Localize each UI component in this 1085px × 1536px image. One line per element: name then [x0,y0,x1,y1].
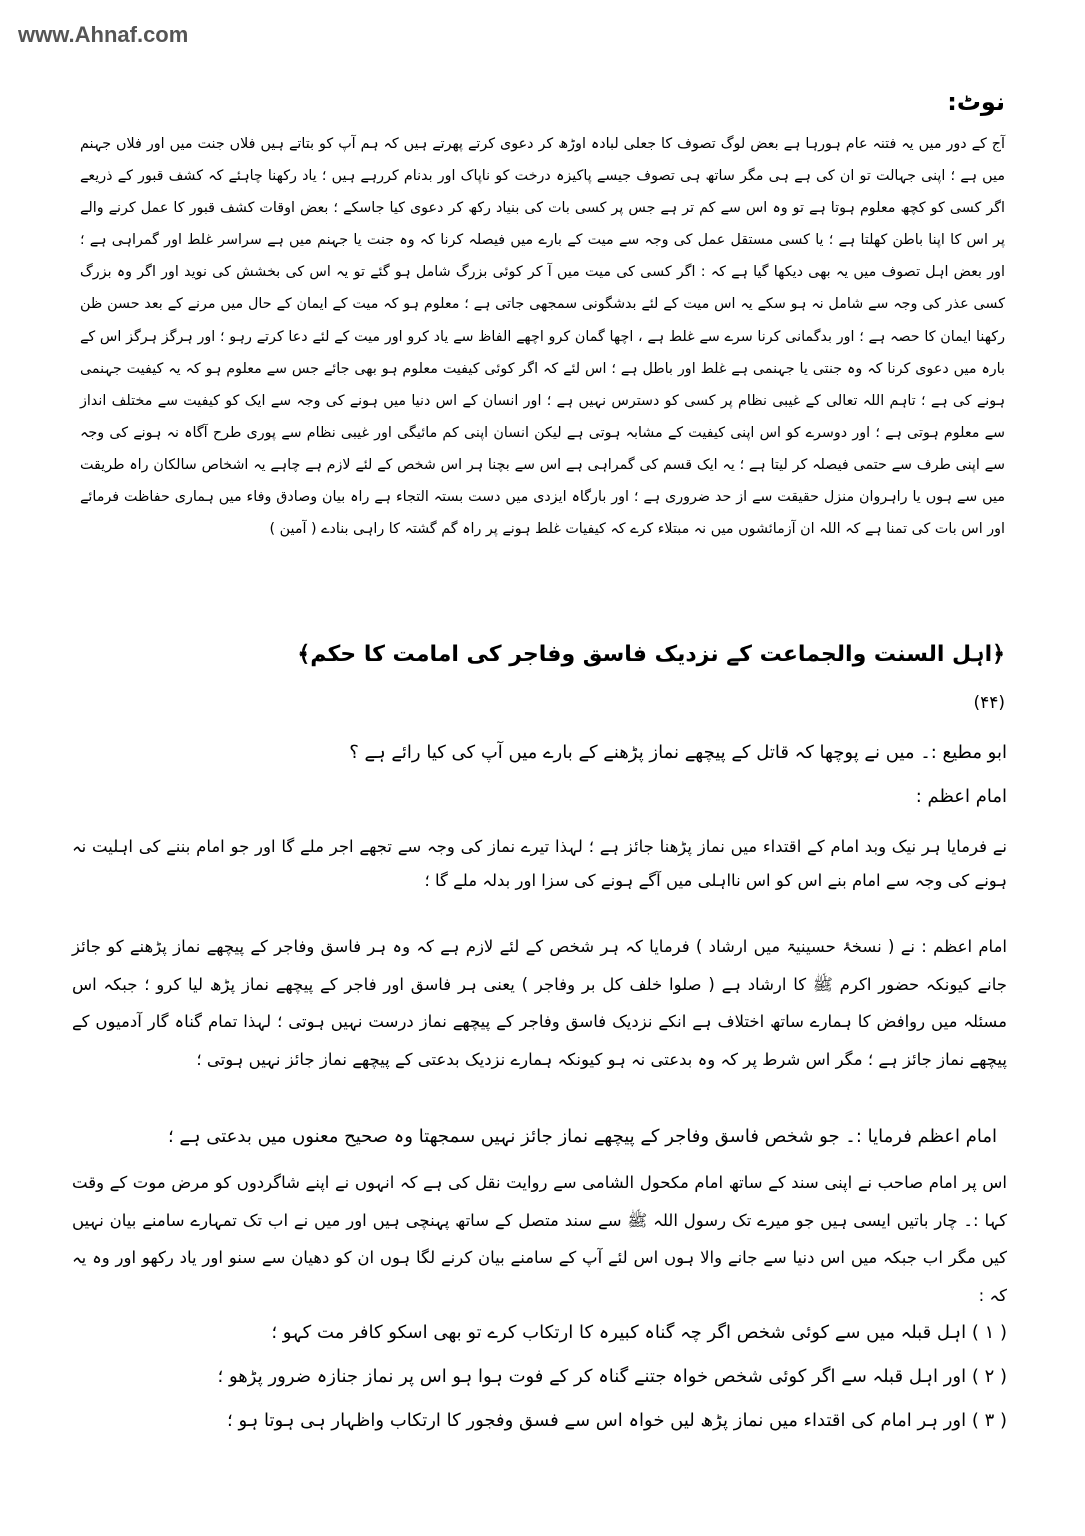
answer-line-3: امام اعظم فرمایا :۔ جو شخص فاسق وفاجر کے پیچھے نماز جائز نہیں سمجھتا وہ صحیح معنوں میں بدعتی ہے ؛ [167,1126,997,1147]
point-3: ( ۳ ) اور ہر امام کی اقتداء میں نماز پڑھ لیں خواہ اس سے فسق وفجور کا ارتکاب واظہار ہی ہوتا ہو ؛ [227,1410,1007,1431]
narration-paragraph: اس پر امام صاحب نے اپنی سند کے ساتھ امام مکحول الشامی سے روایت نقل کی ہے کہ انہوں نے اپنے شاگردوں کو مرض موت کے وقت کہا :۔ چار باتیں ایسی ہیں جو میرے تک رسول اللہ ﷺ سے سند متصل کے ساتھ پہنچی ہیں اور میں نے اب تک تمہارے سامنے بیان نہیں کیں مگر اب جبکہ میں اس دنیا سے جانے والا ہوں اس لئے آپ کے سامنے بیان کرنے لگا ہوں ان کو دھیان سے سنو اور یاد رکھو اور وہ یہ کہ : [72,1173,1007,1305]
answer-paragraph-1: نے فرمایا ہر نیک وبد امام کے اقتداء میں نماز پڑھنا جائز ہے ؛ لہذا تیرے نماز کی وجہ سے تجھے اجر ملے گا اور جو امام بننے کی اہلیت نہ ہونے کی وجہ سے امام بنے اس کو اس نااہلی میں آگے ہونے کی سزا اور بدلہ ملے گا ؛ [72,837,1007,890]
note-paragraph: آج کے دور میں یہ فتنہ عام ہورہا ہے بعض لوگ تصوف کا جعلی لبادہ اوڑھ کر دعوی کرتے پھرتے ہیں کہ ہم آپ کو بتاتے ہیں فلاں جنت میں اور فلاں جہنم میں ہے ؛ اپنی جہالت تو ان کی ہے ہی مگر ساتھ ہی تصوف جیسے پاکیزہ درخت کو ناپاک اور بدنام کررہے ہیں ؛ یاد رکھنا چاہئے کہ کشف قبور کے ذریعے اگر کسی کو کچھ معلوم ہوتا ہے تو وہ اس سے کم تر ہے جس پر کسی بات کی بنیاد رکھ کر دعوی کیا جاسکے ؛ بعض اوقات کشف قبور کا عمل کرنے والے پر اس کا اپنا باطن کھلتا ہے ؛ یا کسی مستقل عمل کی وجہ سے میت کے بارے میں فیصلہ کرنا کہ وہ جنت یا جہنم میں ہے سراسر غلط اور گمراہی ہے ؛ اور بعض اہل تصوف میں یہ بھی دیکھا گیا ہے کہ : اگر کسی کی میت میں آ کر کوئی بزرگ شامل ہو گئے تو یہ اس کی بخشش کی نوید اور اگر وہ بزرگ کسی عذر کی وجہ سے شامل نہ ہو سکے یہ اس میت کے لئے بدشگونی سمجھی جاتی ہے ؛ معلوم ہو کہ میت کے ایمان کے حال میں مرنے کے بعد حسن ظن رکھنا ایمان کا حصہ ہے ؛ اور بدگمانی کرنا سرے سے غلط ہے ، اچھا گمان کرو اچھے الفاظ سے یاد کرو اور میت کے لئے دعا کرتے رہو ؛ اور ہرگز ہرگز اس کے بارہ میں دعوی کرنا کہ وہ جنتی یا جہنمی ہے غلط اور باطل ہے ؛ اس لئے کہ اگر کوئی کیفیت معلوم ہو بھی جائے جس سے معلوم ہو کہ یہ کیفیت جہنمی ہونے کی ہے ؛ تاہم اللہ تعالی کے غیبی نظام پر کسی کو دسترس نہیں ہے ؛ اور انسان کے اس دنیا میں ہونے کی وجہ سے ایک کو کیفیت سے مختلف انداز سے معلوم ہوتی ہے ؛ اور دوسرے کو اس اپنی کیفیت کے مشابہ ہوتی ہے لیکن انسان اپنی کم مائیگی اور غیبی نظام سے پوری طرح آگاہ نہ ہونے کی وجہ سے اپنی طرف سے حتمی فیصلہ کر لیتا ہے ؛ یہ ایک قسم کی گمراہی ہے اس سے بچنا ہر اس شخص کے لئے لازم ہے چاہے یہ اشخاص سالکان راہ طریقت میں سے ہوں یا راہروان منزل حقیقت سے از حد ضروری ہے ؛ اور بارگاہ ایزدی میں دست بستہ التجاء ہے راہ بیان وصادق وفاء میں ہماری حفاظت فرمائے اور اس بات کی تمنا ہے کہ اللہ ان آزمائشوں میں نہ مبتلاء کرے کہ کیفیات غلط ہونے پر راہ گم گشتہ کا راہی بنادے ( آمین ) [80,136,1005,538]
section-number: (۴۴) [973,693,1005,713]
note-title: نوٹ: [947,88,1005,116]
point-1: ( ۱ ) اہل قبلہ میں سے کوئی شخص اگر چہ گناہ کبیرہ کا ارتکاب کرے تو بھی اسکو کافر مت کہو ؛ [271,1322,1007,1343]
answer-paragraph-2: امام اعظم : نے ( نسخۂ حسینیۃ میں ارشاد ) فرمایا کہ ہر شخص کے لئے لازم ہے کہ وہ ہر فاسق وفاجر کے پیچھے نماز پڑھنے کو جائز جانے کیونکہ حضور اکرم ﷺ کا ارشاد ہے ( صلوا خلف کل بر وفاجر ) یعنی ہر فاسق اور فاجر کے پیچھے نماز پڑھ لیا کرو ؛ جبکہ اس مسئلہ میں روافض کا ہمارے ساتھ اختلاف ہے انکے نزدیک فاسق وفاجر کے پیچھے نماز درست نہیں ہوتی ؛ لہذا تمام گناہ گار آدمیوں کے پیچھے نماز جائز ہے ؛ مگر اس شرط پر کہ وہ بدعتی نہ ہو کیونکہ ہمارے نزدیک بدعتی کے پیچھے نماز جائز نہیں ہوتی ؛ [72,937,1007,1069]
site-watermark: www.Ahnaf.com [18,22,189,47]
section-heading: ﴿اہل السنت والجماعت کے نزدیک فاسق وفاجر کی امامت کا حکم﴾ [297,642,1005,667]
point-2: ( ۲ ) اور اہل قبلہ سے اگر کوئی شخص خواہ جتنے گناہ کر کے فوت ہوا ہو اس پر نماز جنازہ ضرور پڑھو ؛ [217,1366,1007,1387]
imam-label: امام اعظم : [915,786,1007,807]
question-line: ابو مطیع :۔ میں نے پوچھا کہ قاتل کے پیچھے نماز پڑھنے کے بارے میں آپ کی کیا رائے ہے ؟ [349,742,1007,763]
